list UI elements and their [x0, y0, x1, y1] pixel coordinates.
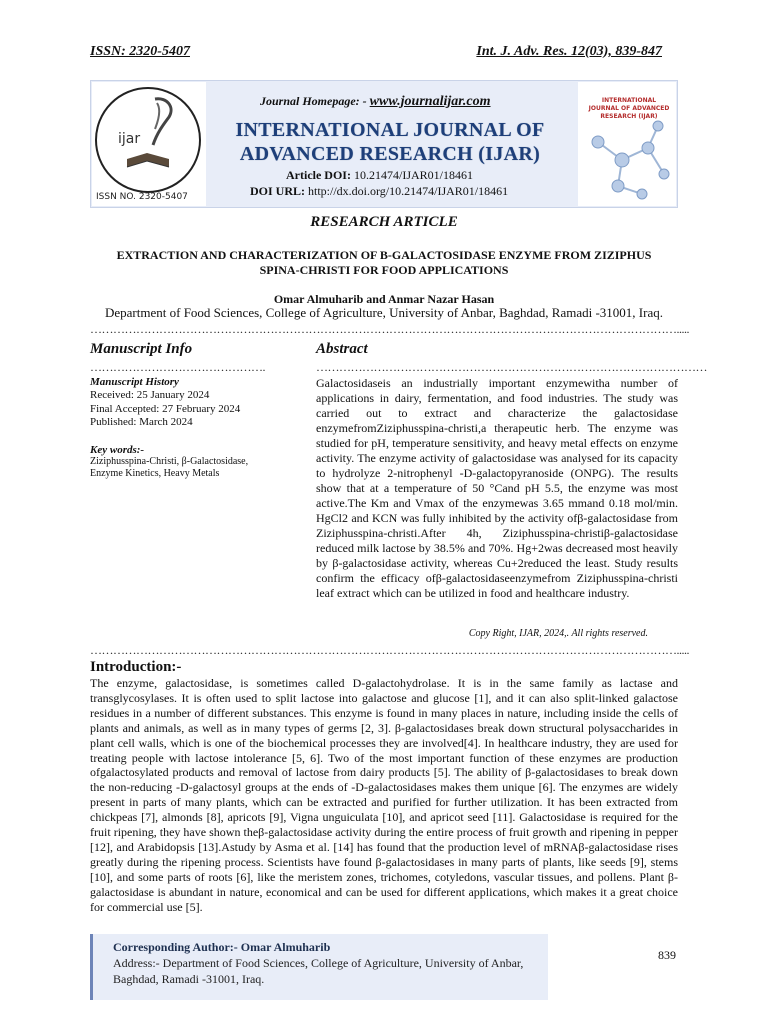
divider: ………………………………………. — [90, 360, 265, 374]
doi-url-link[interactable]: http://dx.doi.org/10.21474/IJAR01/18461 — [308, 184, 509, 198]
citation-header: Int. J. Adv. Res. 12(03), 839-847 — [476, 44, 662, 59]
issn-header: ISSN: 2320-5407 — [90, 44, 190, 59]
divider: ………………………………………………………………………………………………………………………………………..... — [90, 643, 689, 657]
article-doi — [286, 168, 473, 183]
quill-book-icon — [97, 89, 199, 191]
copyright: Copy Right, IJAR, 2024,. All rights reserved. — [468, 628, 648, 639]
right-logo-title: INTERNATIONAL JOURNAL OF ADVANCED RESEARCH (IJAR) — [588, 97, 670, 120]
doi-label: Article DOI: — [286, 168, 351, 182]
authors: Omar Almuharib and Anmar Nazar Hasan — [273, 292, 495, 306]
author-address: Address:- Department of Food Sciences, College of Agriculture, University of Anbar, Baghdad, Ramadi -31001, Iraq. — [113, 956, 524, 986]
abstract-heading: Abstract — [316, 341, 368, 357]
divider: ………………………………………………………………………………………… — [316, 360, 707, 374]
introduction-text: The enzyme, galactosidase, is sometimes called D-galactohydrolase. It is in the same family as lactase and transglycosylases. It is often used to split lactose into galactose and glucose [1], and it can also split-linked galactose residues in a number of different substances. This enzyme is found in many places in nature, including inside the cells of plants and animals, as well as in many types of germs [2, 3]. β-galactosidases break down structural polysaccharides in plant cell walls, which is one of the biochemical processes they are involved[4]. In healthcare industry, they are used for treating people with lactose intolerance [5, 6]. Two of the most important function of these enzymes are production ofgalactosylated products and removal of lactose from dairy products [5]. The ability of β-galactosidases to break down the non-reducing -D-galactosyl groups at the ends of -D-galactosidases makes them unique [6]. The enzymes are widely present in parts of many plants, which can be extracted and purified for further utilization. It has been extracted from chickpeas [7], almonds [8], apricots [9], Vigna unguiculata [10], and apricot seed [11]. Galactosidase is required for the fruit ripening, they have shown theβ-galactosidase activity during the entire process of fruit growth and ripening in pepper [12], and Arabidopsis [13].Astudy by Asma et al. [14] has found that the production level of mRNAβ-galactosidase rises greatly during the ripening process. Scientists have found β-galactosidases in many parts of plants, like seeds [9], stems [10], and some parts of roots [6], like the meristem zones, trichomes, cotyledons, vascular tissues, and pollens. Plant β-galactosidase is abundant in nature, economical and can be used for different applications, which makes it a great choice for commercial use [5]. — [90, 676, 678, 914]
keywords-heading: Key words:- — [90, 444, 145, 456]
article-title: EXTRACTION AND CHARACTERIZATION OF Β-GALACTOSIDASE ENZYME FROM ZIZIPHUS SPINA-CHRISTI FOR FOOD APPLICATIONS — [116, 248, 652, 277]
accepted-date: Final Accepted: 27 February 2024 — [90, 403, 241, 415]
doi-value: 10.21474/IJAR01/18461 — [353, 168, 473, 182]
page-number: 839 — [658, 948, 676, 962]
journal-homepage — [260, 94, 491, 110]
received-date: Received: 25 January 2024 — [90, 389, 210, 401]
manuscript-history-heading: Manuscript History — [90, 376, 179, 388]
homepage-label: Journal Homepage: - — [260, 94, 367, 108]
homepage-link[interactable]: www.journalijar.com — [369, 94, 491, 109]
introduction-heading: Introduction:- — [90, 659, 182, 675]
abstract-text: Galactosidaseis an industrially important enzymewitha number of applications in dairy, fermentation, and food industries. The study was carried out to extract and characterize the galactosidase enzymefromZiziphusspina-christi,a therapeutic herb. The enzyme was studied for pH, temperature sensitivity, and heavy metal effects on enzyme activity. The enzyme activity of galactosidase was analysed for its capacity to hydrolyze 2-nitrophenyl -D-galactopyranoside (ONPG). The results show that at a temperature of 50 °Cand pH 5.5, the enzyme was most active.The Km and Vmax of the enzymewas 3.65 mmand 0.18 mol/min. HgCl2 and KCN was fully inhibited by the activity ofβ-galactosidase from Ziziphusspina-christi.After 4h, Ziziphusspina-christiβ-galactosidase reduced milk lactose by 38.5% and 70%. Hg+2was decreased most heavily by β-galactosidase activity, whereas Cu+2reduced the least. Study results confirm the efficacy ofβ-galactosidaseenzymefrom Ziziphusspina-christi leaf extract which can be utilized in food and healthcare industry. — [316, 376, 678, 600]
corresponding-author: Corresponding Author:- Omar Almuharib — [113, 940, 331, 954]
doi-url — [250, 184, 508, 199]
keywords: Ziziphusspina-Christi, β-Galactosidase, Enzyme Kinetics, Heavy Metals — [90, 456, 249, 479]
affiliation: Department of Food Sciences, College of Agriculture, University of Anbar, Baghdad, Ramadi -31001, Iraq. — [105, 305, 663, 320]
corresponding-author-box — [90, 934, 548, 1000]
logo-circle — [95, 87, 201, 193]
doi-url-label: DOI URL: — [250, 184, 306, 198]
divider: ………………………………………………………………………………………………………………………………………..... — [90, 322, 689, 336]
logo-issn: ISSN NO. 2320-5407 — [96, 192, 188, 202]
article-type: RESEARCH ARTICLE — [310, 214, 458, 230]
logo-text: ijar — [118, 131, 141, 147]
published-date: Published: March 2024 — [90, 416, 193, 428]
manuscript-info-heading: Manuscript Info — [90, 341, 193, 357]
journal-title: INTERNATIONAL JOURNAL OF ADVANCED RESEARCH (IJAR) — [235, 119, 545, 165]
